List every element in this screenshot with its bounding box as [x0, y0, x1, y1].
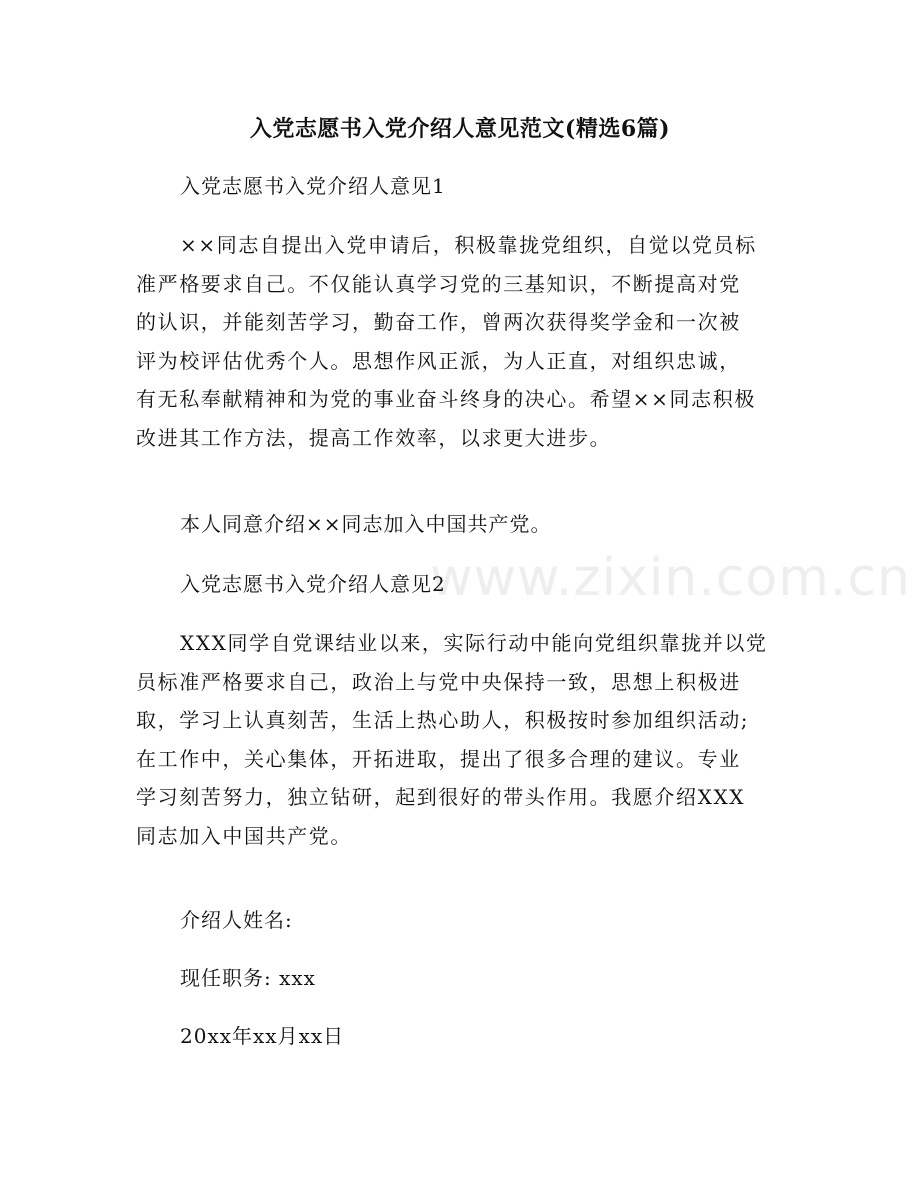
paragraph-line: 准严格要求自己。不仅能认真学习党的三基知识，不断提高对党	[136, 271, 741, 296]
paragraph-line: 有无私奉献精神和为党的事业奋斗终身的决心。希望××同志积极	[136, 387, 756, 411]
watermark-text: www.zixin.com.cn	[430, 548, 911, 608]
section-1-agreement: 本人同意介绍××同志加入中国共产党。	[180, 512, 552, 536]
paragraph-line: 改进其工作方法，提高工作效率，以求更大进步。	[136, 425, 612, 450]
section-1-paragraph	[136, 226, 786, 457]
document-title: 入党志愿书入党介绍人意见范文(精选6篇)	[249, 116, 671, 142]
signature-date: 20xx年xx月xx日	[180, 1024, 345, 1048]
paragraph-line: 员标准严格要求自己，政治上与党中央保持一致，思想上积极进	[136, 669, 741, 694]
paragraph-line: 同志加入中国共产党。	[136, 823, 352, 848]
paragraph-line: 的认识，并能刻苦学习，勤奋工作，曾两次获得奖学金和一次被	[136, 310, 741, 334]
introducer-name-label: 介绍人姓名:	[180, 908, 293, 932]
section-2-heading: 入党志愿书入党介绍人意见2	[180, 572, 446, 596]
section-1-heading: 入党志愿书入党介绍人意见1	[180, 174, 446, 198]
paragraph-line: XXX同学自党课结业以来，实际行动中能向党组织靠拢并以党	[180, 631, 768, 655]
paragraph-line: ××同志自提出入党申请后，积极靠拢党组织，自觉以党员标	[180, 233, 757, 257]
paragraph-line: 评为校评估优秀个人。思想作风正派，为人正直，对组织忠诚，	[136, 348, 741, 373]
current-position: 现任职务: xxx	[180, 966, 316, 990]
paragraph-line: 学习刻苦努力，独立钻研，起到很好的带头作用。我愿介绍XXX	[136, 785, 746, 809]
paragraph-line: 在工作中，关心集体，开拓进取，提出了很多合理的建议。专业	[136, 746, 741, 771]
paragraph-line: 取，学习上认真刻苦，生活上热心助人，积极按时参加组织活动;	[136, 708, 750, 732]
section-2-paragraph	[136, 624, 786, 855]
